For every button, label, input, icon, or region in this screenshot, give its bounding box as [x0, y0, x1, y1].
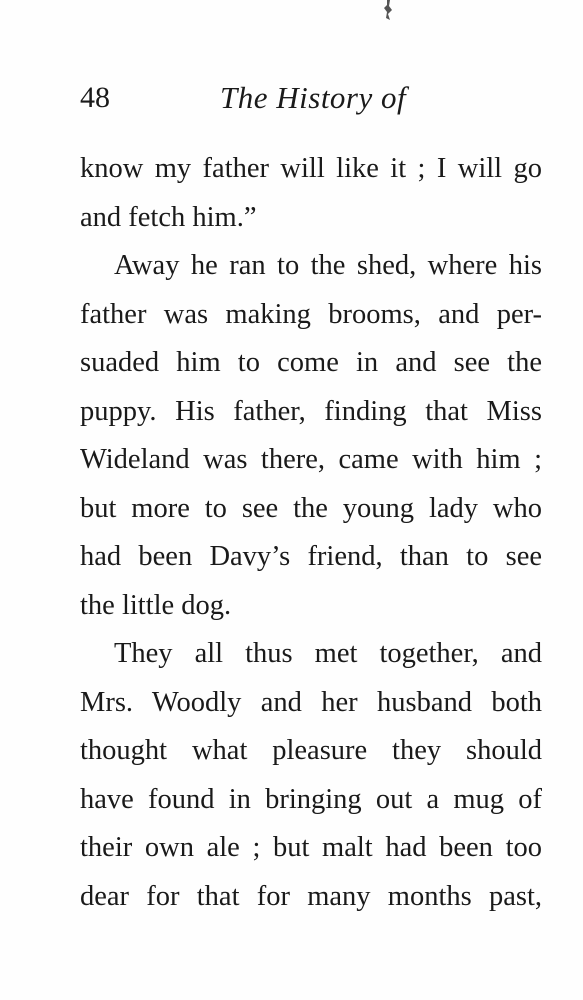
body-text: [80, 145, 542, 921]
text-line: their own ale ; but malt had been too: [80, 832, 542, 863]
text-line: Mrs. Woodly and her husband both: [80, 686, 542, 718]
text-line: dear for that for many months past,: [80, 880, 542, 912]
text-line: puppy. His father, finding that Miss: [80, 395, 542, 427]
text-line: father was making brooms, and per-: [80, 298, 542, 330]
running-title: The History of: [220, 80, 407, 115]
text-line: have found in bringing out a mug of: [80, 783, 542, 815]
ink-speck-mark: [378, 0, 398, 22]
page-number: 48: [80, 81, 110, 114]
text-line: Away he ran to the shed, where his: [114, 250, 542, 281]
text-line: had been Davy’s friend, than to see: [80, 541, 542, 572]
text-line: thought what pleasure they should: [80, 735, 542, 766]
text-line: and fetch him.”: [80, 201, 257, 233]
text-line: suaded him to come in and see the: [80, 347, 542, 378]
text-line: but more to see the young lady who: [80, 492, 542, 524]
text-line: know my father will like it ; I will go: [80, 153, 542, 184]
page-header: [80, 78, 542, 118]
text-line: the little dog.: [80, 589, 232, 621]
text-line: Wideland was there, came with him ;: [80, 444, 542, 475]
text-line: They all thus met together, and: [114, 638, 542, 669]
